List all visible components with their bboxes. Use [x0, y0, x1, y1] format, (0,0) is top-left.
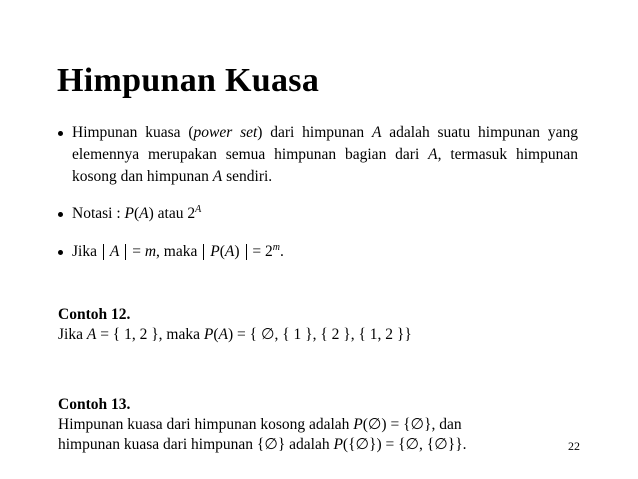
text: (: [213, 326, 219, 343]
text: himpunan kuasa dari himpunan {∅} adalah: [58, 436, 334, 453]
text: adalah suatu himpunan yang elemennya merupakan semua himpunan bagian dari: [72, 124, 578, 163]
variable: A: [428, 146, 438, 163]
text: ) = { ∅, { 1 }, { 2 }, { 1, 2 }}: [227, 326, 412, 343]
variable: P: [203, 326, 214, 343]
text: ({∅}) = {∅, {∅}}.: [342, 436, 467, 453]
variable: A: [224, 243, 235, 260]
text: ) dari himpunan: [257, 124, 372, 141]
variable: P: [124, 205, 134, 222]
example-12-line: [58, 325, 412, 345]
text: ) atau 2: [148, 205, 196, 222]
text: .: [279, 243, 284, 260]
text: = { 1, 2 }, maka: [96, 326, 204, 343]
text: (: [134, 205, 140, 222]
text: ): [234, 243, 240, 260]
example-12: [58, 305, 412, 345]
text-italic: power set: [193, 124, 258, 141]
text: , maka: [156, 243, 202, 260]
example-13-heading: Contoh 13.: [58, 396, 131, 413]
example-13-line-2: [58, 435, 467, 455]
variable: A: [371, 124, 382, 141]
variable: A: [109, 243, 120, 260]
variable: P: [210, 243, 220, 260]
slide-title: Himpunan Kuasa: [57, 62, 320, 99]
exponent: m: [272, 242, 280, 253]
text: = 2: [248, 243, 273, 260]
text: Jika: [72, 243, 101, 260]
bullet-list: [58, 122, 578, 263]
example-13-line-1: [58, 415, 467, 435]
absolute-value-pa: [203, 244, 246, 260]
variable: P: [333, 436, 343, 453]
exponent: A: [195, 204, 202, 215]
text: Notasi :: [72, 205, 125, 222]
bullet-cardinality: [58, 241, 578, 263]
text: , termasuk himpunan kosong dan himpunan: [72, 146, 578, 185]
page-number: 22: [568, 439, 580, 453]
text: Jika: [58, 326, 87, 343]
text: =: [128, 243, 145, 260]
text: Himpunan kuasa dari himpunan kosong adalah: [58, 416, 354, 433]
example-13: [58, 395, 467, 455]
example-12-heading: Contoh 12.: [58, 306, 131, 323]
variable: A: [218, 326, 228, 343]
bullet-notation: [58, 203, 578, 225]
text: sendiri.: [222, 168, 273, 185]
bullet-power-set-definition: [58, 122, 578, 188]
variable: A: [139, 205, 149, 222]
variable: P: [353, 416, 363, 433]
variable: m: [144, 243, 157, 260]
variable: A: [86, 326, 97, 343]
text: Himpunan kuasa (: [72, 124, 194, 141]
variable: A: [212, 168, 223, 185]
absolute-value-a: [103, 244, 126, 260]
text: (∅) = {∅}, dan: [362, 416, 462, 433]
text: (: [219, 243, 225, 260]
